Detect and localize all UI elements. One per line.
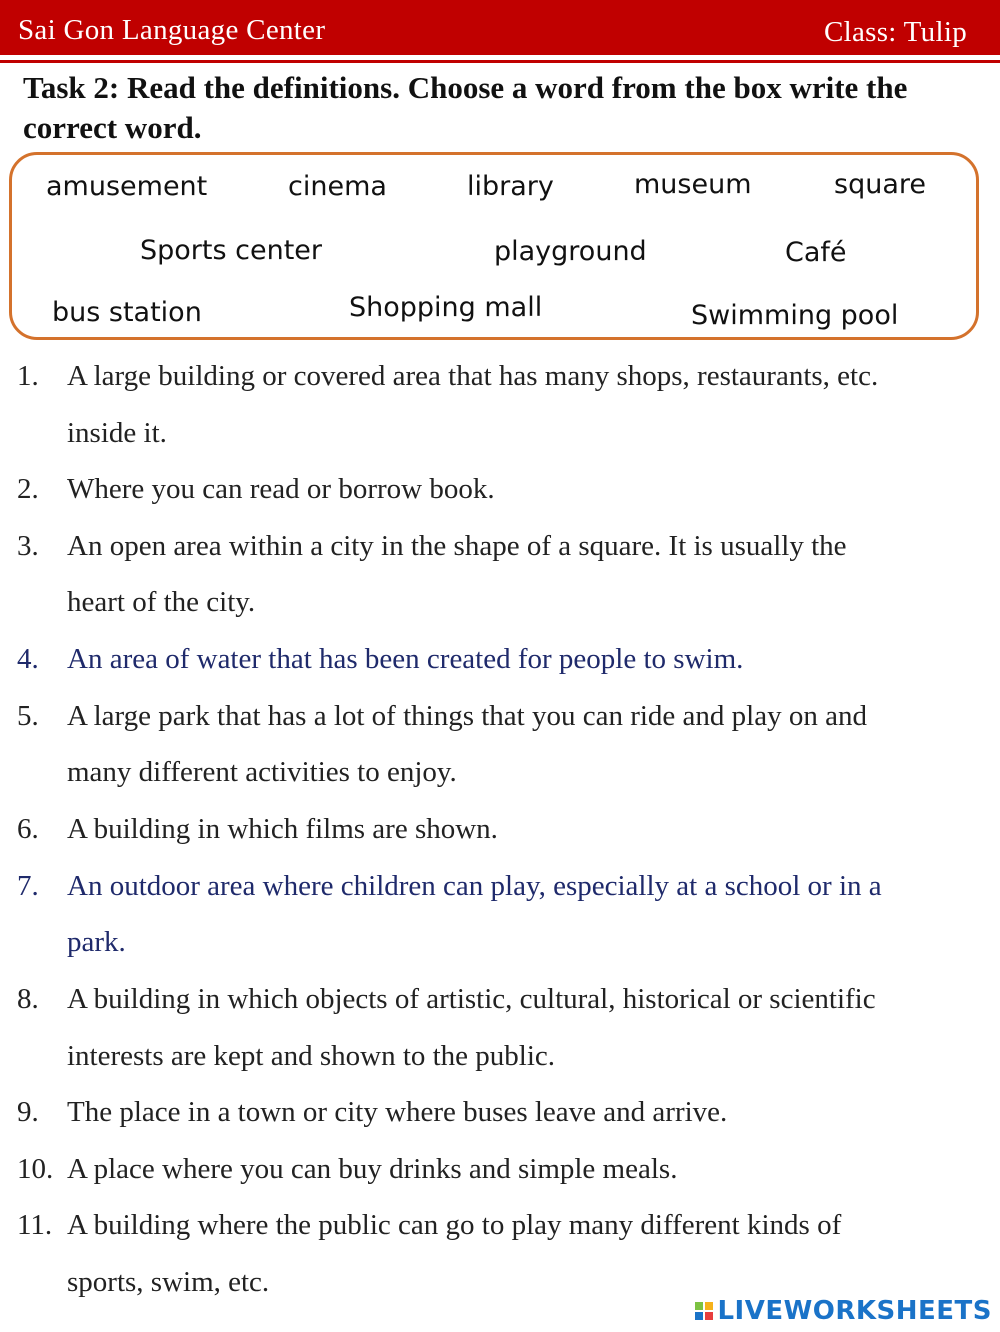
definition-text: A building in which films are shown. [67, 813, 498, 845]
word-bank-item: Café [785, 237, 847, 268]
word-bank-item: Shopping mall [349, 292, 543, 323]
word-bank-item: library [467, 171, 554, 202]
task-title: Task 2: Read the definitions. Choose a word from the box write the correct word. [23, 70, 908, 145]
definition-text: A building in which objects of artistic, cultural, historical or scientific [67, 983, 876, 1015]
liveworksheets-logo [695, 1296, 992, 1326]
definition-text: An area of water that has been created for people to swim. [67, 643, 744, 675]
definition-number: 3. [17, 530, 39, 562]
definition-number: 1. [17, 360, 39, 392]
definition-number: 5. [17, 700, 39, 732]
word-bank-item: playground [494, 236, 647, 267]
definition-text: park. [67, 926, 126, 958]
word-bank-item: cinema [288, 171, 387, 202]
definition-number: 8. [17, 983, 39, 1015]
word-bank-item: museum [634, 169, 752, 200]
definition-text: interests are kept and shown to the public. [67, 1040, 556, 1072]
definition-text: many different activities to enjoy. [67, 756, 457, 788]
definition-number: 11. [17, 1209, 53, 1241]
definition-number: 7. [17, 870, 39, 902]
definition-text: inside it. [67, 417, 167, 449]
word-box [9, 152, 979, 340]
definition-text: A building where the public can go to play many different kinds of [67, 1209, 842, 1241]
word-bank-item: Sports center [140, 235, 322, 266]
definition-number: 4. [17, 643, 39, 675]
definition-number: 9. [17, 1096, 39, 1128]
definition-number: 10. [17, 1153, 54, 1185]
definition-number: 2. [17, 473, 39, 505]
definition-text: A large building or covered area that has many shops, restaurants, etc. [67, 360, 879, 392]
word-bank-item: square [834, 169, 926, 200]
definition-text: An outdoor area where children can play, especially at a school or in a [67, 870, 882, 902]
school-name: Sai Gon Language Center [18, 14, 326, 46]
class-label: Class: Tulip [823, 16, 967, 48]
definition-number: 6. [17, 813, 39, 845]
definition-text: Where you can read or borrow book. [67, 473, 495, 505]
definition-text: A place where you can buy drinks and simple meals. [67, 1153, 678, 1185]
word-bank-item: amusement [46, 171, 208, 202]
header-divider [0, 60, 1000, 63]
logo-text: LIVEWORKSHEETS [717, 1296, 992, 1326]
definition-text: The place in a town or city where buses leave and arrive. [67, 1096, 728, 1128]
word-bank-item: bus station [52, 297, 202, 328]
definition-text: An open area within a city in the shape of a square. It is usually the [67, 530, 847, 562]
header-bar [0, 0, 1000, 55]
definition-text: heart of the city. [67, 586, 256, 618]
definition-text: sports, swim, etc. [67, 1266, 270, 1298]
word-bank-item: Swimming pool [691, 300, 899, 331]
logo-mark-icon [695, 1302, 713, 1320]
definition-text: A large park that has a lot of things that you can ride and play on and [67, 700, 867, 732]
